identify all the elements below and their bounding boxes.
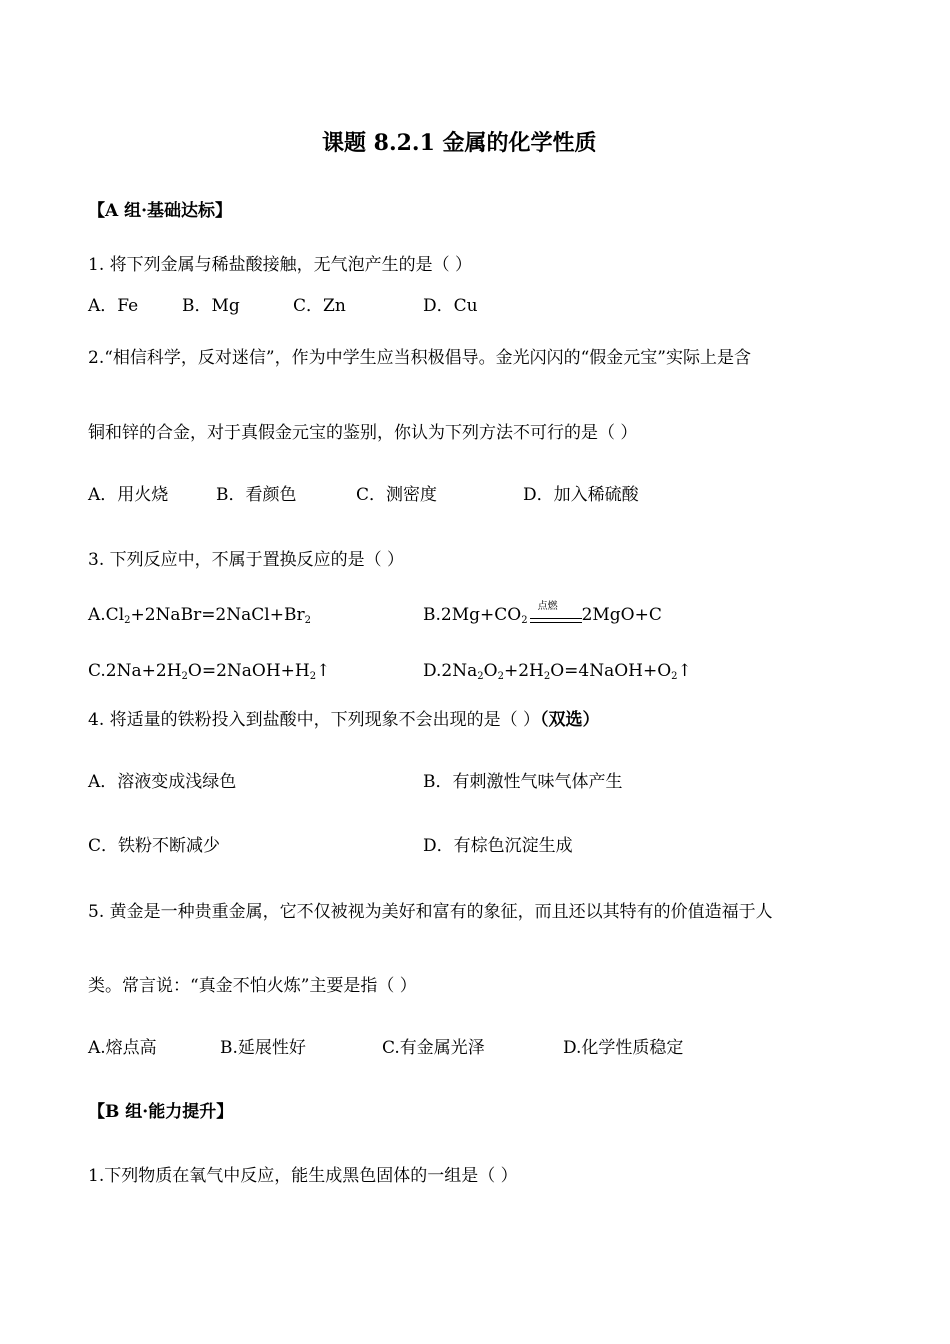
q2-option-b: B．看颜色 (216, 485, 297, 505)
q2-stem-line2: 铜和锌的合金，对于真假金元宝的鉴别，你认为下列方法不可行的是（ ） (88, 423, 638, 443)
q5-option-b: B.延展性好 (220, 1038, 306, 1058)
q4-option-c: C．铁粉不断减少 (88, 836, 221, 856)
page-title: 课题 8.2.1 金属的化学性质 (322, 130, 597, 156)
q4-stem: 4. 将适量的铁粉投入到盐酸中，下列现象不会出现的是（ ）（双选） (88, 710, 600, 730)
q2-option-d: D．加入稀硫酸 (523, 485, 639, 505)
q5-stem-line1: 5. 黄金是一种贵重金属，它不仅被视为美好和富有的象征，而且还以其特有的价值造福于人 (88, 902, 773, 922)
section-b-heading: 【B 组·能力提升】 (88, 1102, 234, 1122)
b-q1-stem: 1.下列物质在氧气中反应，能生成黑色固体的一组是（ ） (88, 1166, 518, 1186)
q4-option-b: B．有刺激性气味气体产生 (423, 772, 623, 792)
section-a-heading: 【A 组·基础达标】 (88, 201, 233, 221)
q1-option-d: D．Cu (423, 296, 478, 316)
q3-option-d: $D.2Na_2O_2+2H_2O=4NaOH+O_2↑$ (423, 661, 692, 682)
q5-option-d: D.化学性质稳定 (563, 1038, 684, 1058)
q1-stem: 1. 将下列金属与稀盐酸接触，无气泡产生的是（ ） (88, 255, 473, 275)
q3-stem: 3. 下列反应中，不属于置换反应的是（ ） (88, 550, 405, 570)
q1-option-a: A．Fe (88, 296, 139, 316)
reaction-condition-arrow: 点燃 (530, 605, 582, 625)
q5-stem-line2: 类。常言说：“真金不怕火炼”主要是指（ ） (88, 976, 417, 996)
q4-option-d: D．有棕色沉淀生成 (423, 836, 573, 856)
q1-option-c: C．Zn (293, 296, 346, 316)
q2-stem-line1: 2.“相信科学，反对迷信”，作为中学生应当积极倡导。金光闪闪的“假金元宝”实际上是含 (88, 348, 751, 368)
q5-option-c: C.有金属光泽 (382, 1038, 485, 1058)
q4-option-a: A．溶液变成浅绿色 (88, 772, 237, 792)
q2-option-a: A．用火烧 (88, 485, 169, 505)
q5-option-a: A.熔点高 (88, 1038, 157, 1058)
q1-option-b: B．Mg (182, 296, 240, 316)
q3-option-b: $B.2Mg+CO_2$ 点燃 2MgO+C (423, 601, 662, 626)
q3-option-c: $C.2Na+2H_2O=2NaOH+H_2↑$ (88, 661, 331, 682)
q2-option-c: C．测密度 (356, 485, 438, 505)
q3-option-a: $A.Cl_2+2NaBr=2NaCl+Br_2$ (88, 605, 311, 626)
